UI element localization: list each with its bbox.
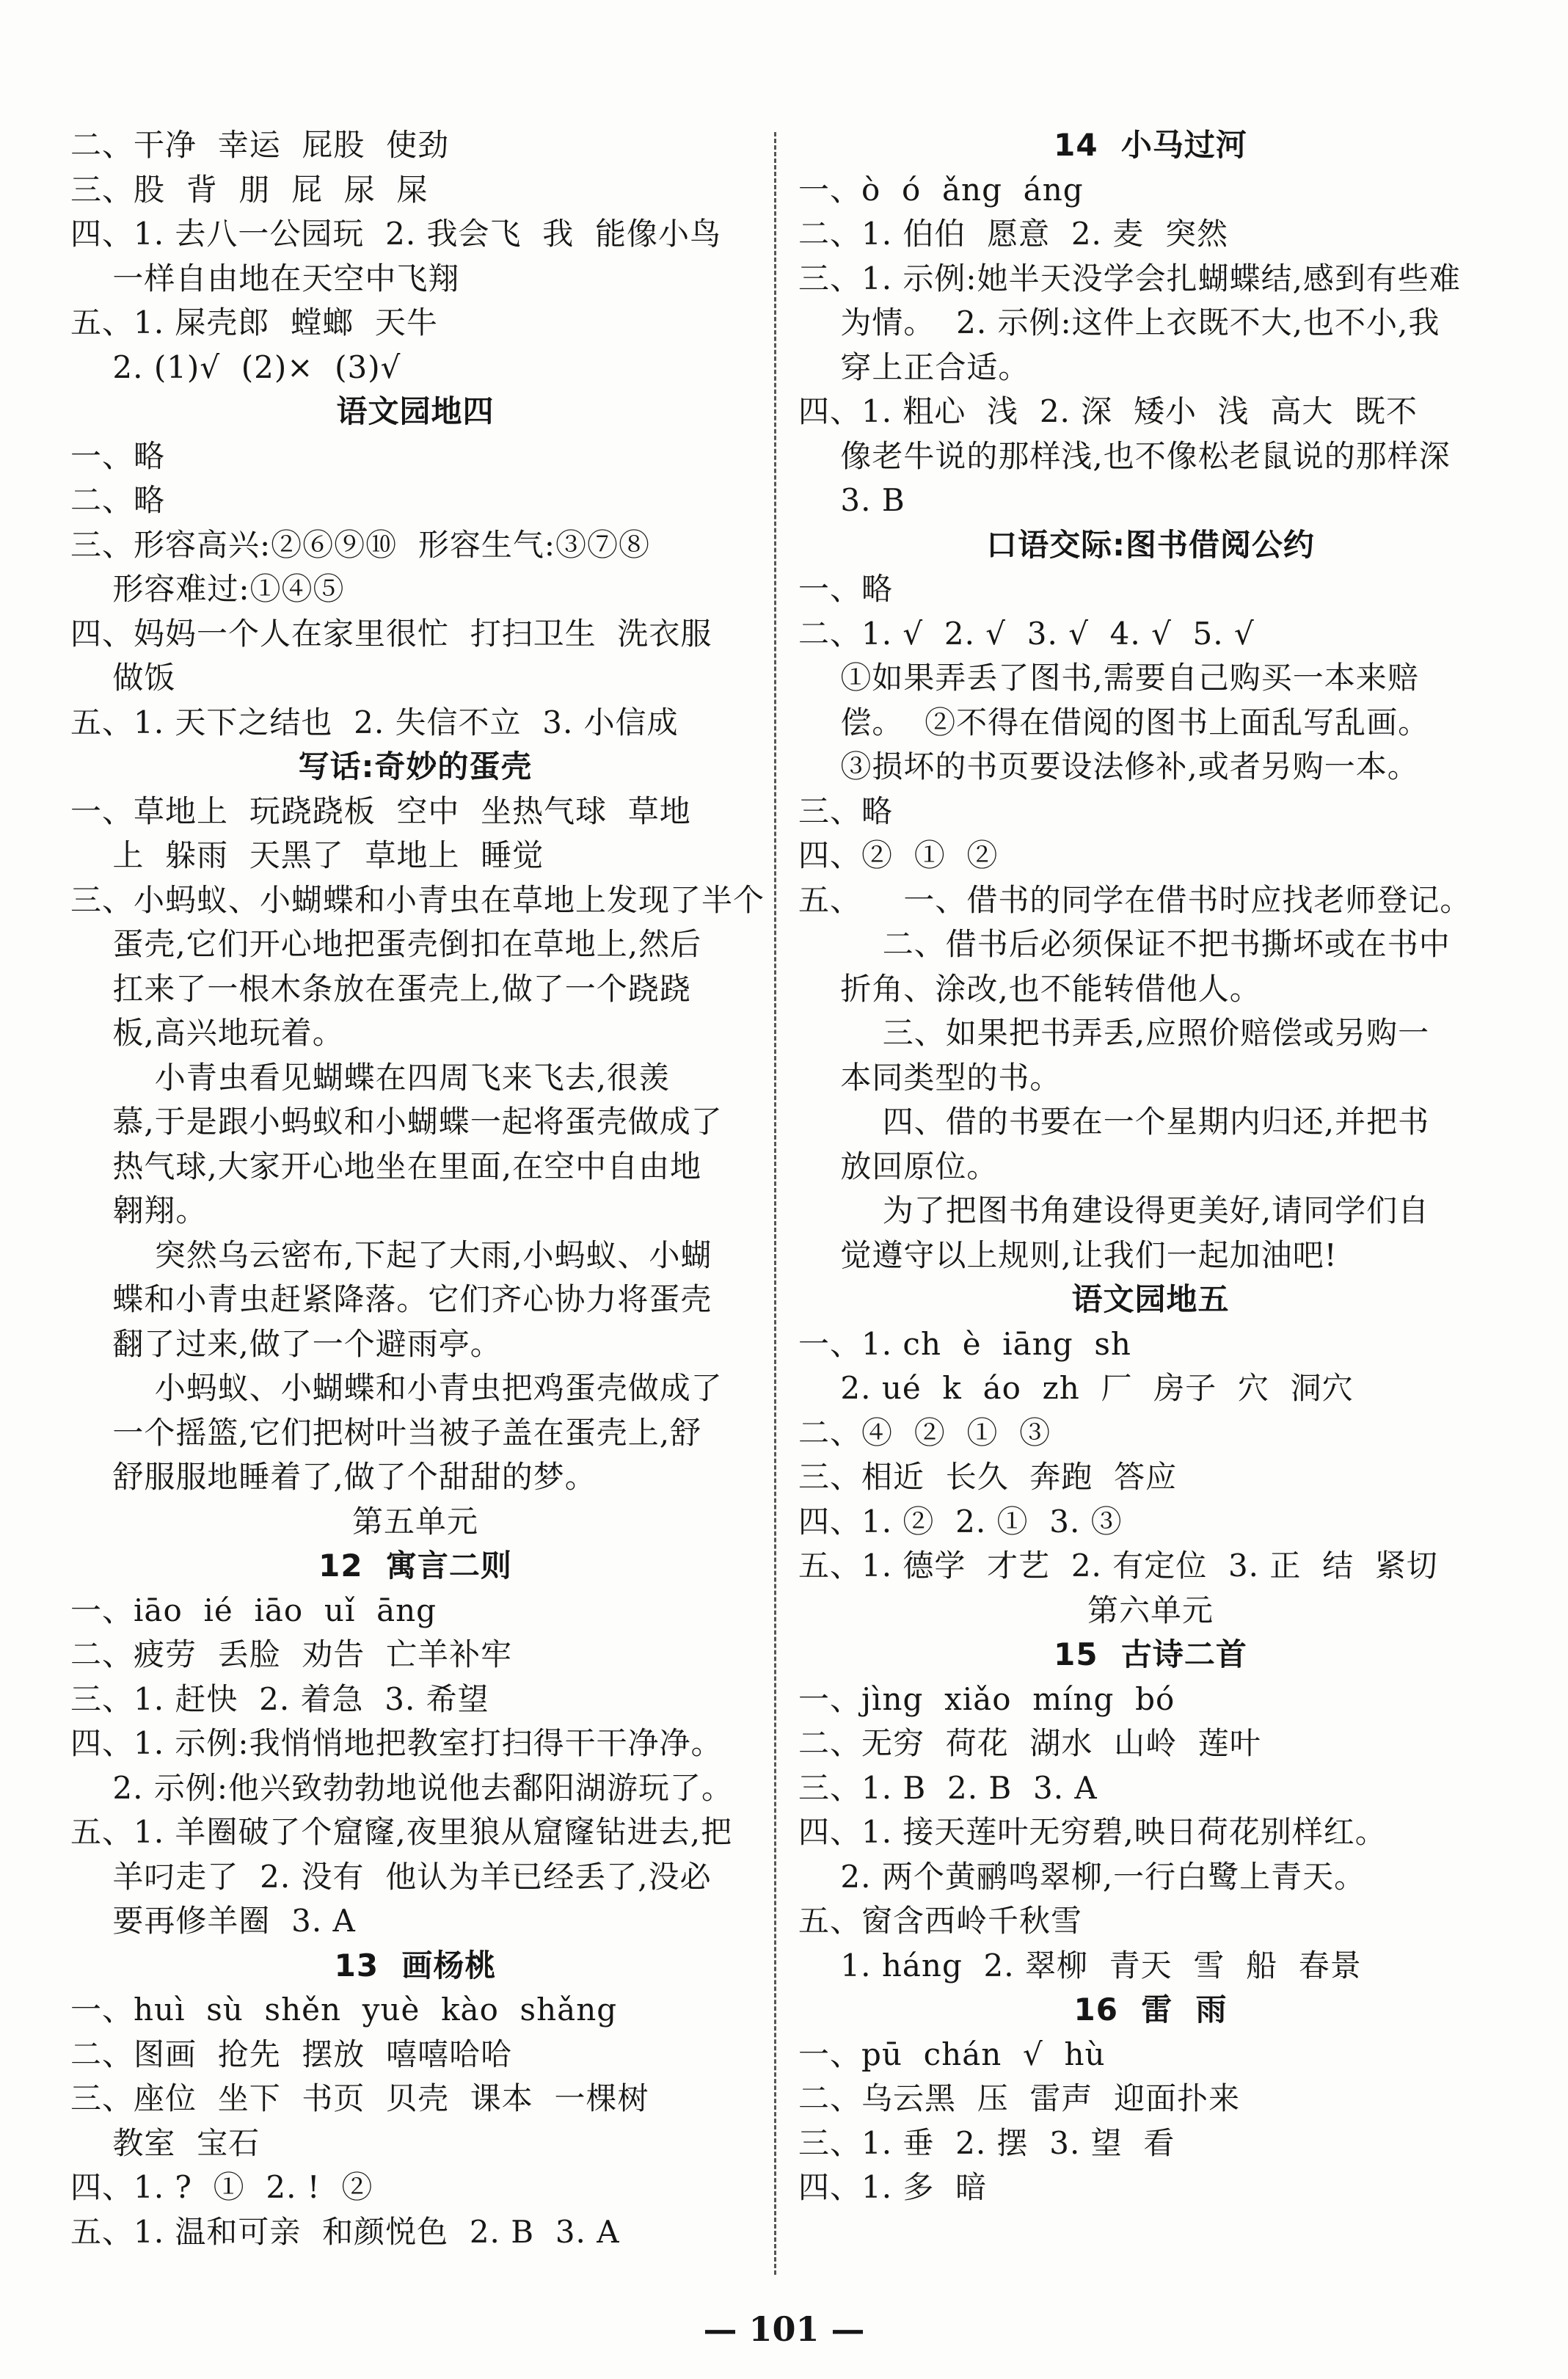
section-title: 语文园地四 <box>336 393 495 429</box>
answer-line: 偿。 ②不得在借阅的图书上面乱写乱画。 <box>798 704 1430 740</box>
answer-line: 五、1. 温和可亲 和颜悦色 2. B 3. A <box>70 2213 620 2250</box>
answer-line: 四、② ① ② <box>798 837 999 873</box>
answer-line: 三、1. 示例:她半天没学会扎蝴蝶结,感到有些难 <box>798 260 1461 296</box>
answer-line: 一、略 <box>70 437 166 474</box>
answer-line: 四、1. ? ① 2. ! ② <box>70 2169 373 2205</box>
answer-line: 三、1. B 2. B 3. A <box>798 1769 1098 1806</box>
answer-line: 四、1. 多 暗 <box>798 2169 988 2205</box>
answer-line: ③损坏的书页要设法修补,或者另购一本。 <box>798 748 1419 784</box>
answer-line: 觉遵守以上规则,让我们一起加油吧! <box>798 1236 1338 1273</box>
answer-line: 教室 宝石 <box>70 2124 260 2161</box>
answer-line: 一个摇篮,它们把树叶当被子盖在蛋壳上,舒 <box>70 1414 702 1451</box>
answer-line: 二、略 <box>70 482 166 518</box>
right-column <box>798 123 1503 2210</box>
answer-line: 四、1. 接天莲叶无穷碧,映日荷花别样红。 <box>798 1814 1387 1850</box>
answer-line: 三、如果把书弄丢,应照价赔偿或另购一 <box>798 1015 1430 1051</box>
answer-line: 三、形容高兴:②⑥⑨⑩ 形容生气:③⑦⑧ <box>70 526 651 563</box>
answer-line: 2. ué k áo zh 厂 房子 穴 洞穴 <box>798 1370 1354 1406</box>
answer-line: 二、④ ② ① ③ <box>798 1414 1051 1451</box>
answer-line: 五、 一、借书的同学在借书时应找老师登记。 <box>798 881 1472 918</box>
answer-line: 四、借的书要在一个星期内归还,并把书 <box>798 1104 1430 1140</box>
answer-line: 要再修羊圈 3. A <box>70 1903 356 1939</box>
answer-line: 五、1. 德学 才艺 2. 有定位 3. 正 结 紧切 <box>798 1548 1438 1584</box>
answer-line: 二、乌云黑 压 雷声 迎面扑来 <box>798 2080 1241 2116</box>
answer-line: 1. háng 2. 翠柳 青天 雪 船 春景 <box>798 1947 1362 1983</box>
answer-line: 四、1. 粗心 浅 2. 深 矮小 浅 高大 既不 <box>798 393 1418 429</box>
answer-line: 一、草地上 玩跷跷板 空中 坐热气球 草地 <box>70 793 691 829</box>
answer-line: 热气球,大家开心地坐在里面,在空中自由地 <box>70 1148 702 1184</box>
answer-line: 板,高兴地玩着。 <box>70 1015 344 1051</box>
answer-line: 为情。 2. 示例:这件上衣既不大,也不小,我 <box>798 305 1440 340</box>
answer-line: 一、略 <box>798 571 894 607</box>
answer-line: 三、1. 赶快 2. 着急 3. 希望 <box>70 1680 489 1717</box>
answer-line: 蝶和小青虫赶紧降落。它们齐心协力将蛋壳 <box>70 1281 712 1317</box>
answer-line: 五、1. 天下之结也 2. 失信不立 3. 小信成 <box>70 704 679 740</box>
answer-line: 三、相近 长久 奔跑 答应 <box>798 1459 1178 1495</box>
answer-line: 2. (1)√ (2)× (3)√ <box>70 349 401 385</box>
answer-line: 二、借书后必须保证不把书撕坏或在书中 <box>798 926 1451 962</box>
answer-line: 二、干净 幸运 屁股 使劲 <box>70 127 450 163</box>
unit-heading: 第六单元 <box>1087 1592 1214 1628</box>
answer-line: 羊叼走了 2. 没有 他认为羊已经丢了,没必 <box>70 1858 712 1895</box>
unit-heading: 第五单元 <box>351 1503 478 1540</box>
answer-line: 四、妈妈一个人在家里很忙 打扫卫生 洗衣服 <box>70 615 712 652</box>
answer-line: 三、股 背 朋 屁 尿 屎 <box>70 171 429 208</box>
answer-line: 四、1. 去八一公园玩 2. 我会飞 我 能像小鸟 <box>70 216 721 252</box>
answer-line: 一样自由地在天空中飞翔 <box>70 260 460 296</box>
answer-line: 三、略 <box>798 793 894 829</box>
answer-line: 一、jìng xiǎo míng bó <box>798 1680 1175 1717</box>
answer-line: 为了把图书角建设得更美好,请同学们自 <box>798 1192 1430 1228</box>
left-column <box>70 123 765 2254</box>
section-title: 13 画杨桃 <box>334 1947 497 1983</box>
answer-line: 三、小蚂蚁、小蝴蝶和小青虫在草地上发现了半个 <box>70 881 765 918</box>
section-title: 15 古诗二首 <box>1054 1636 1247 1672</box>
section-title: 14 小马过河 <box>1054 127 1247 163</box>
answer-line: 二、无穷 荷花 湖水 山岭 莲叶 <box>798 1725 1261 1761</box>
answer-line: 五、窗含西岭千秋雪 <box>798 1903 1083 1939</box>
answer-line: 2. 两个黄鹂鸣翠柳,一行白鹭上青天。 <box>798 1858 1366 1895</box>
answer-line: 小青虫看见蝴蝶在四周飞来飞去,很羡 <box>70 1059 671 1096</box>
answer-line: 一、ò ó ǎng áng <box>798 171 1084 208</box>
answer-line: 扛来了一根木条放在蛋壳上,做了一个跷跷 <box>70 970 691 1007</box>
answer-line: 2. 示例:他兴致勃勃地说他去鄱阳湖游玩了。 <box>70 1769 733 1806</box>
answer-line: 穿上正合适。 <box>798 349 1030 385</box>
answer-line: 放回原位。 <box>798 1148 999 1184</box>
answer-line: 蛋壳,它们开心地把蛋壳倒扣在草地上,然后 <box>70 926 702 962</box>
answer-line: 慕,于是跟小蚂蚁和小蝴蝶一起将蛋壳做成了 <box>70 1104 723 1140</box>
answer-line: 小蚂蚁、小蝴蝶和小青虫把鸡蛋壳做成了 <box>70 1370 723 1406</box>
answer-line: 舒服服地睡着了,做了个甜甜的梦。 <box>70 1459 597 1495</box>
answer-line: 五、1. 羊圈破了个窟窿,夜里狼从窟窿钻进去,把 <box>70 1814 733 1850</box>
answer-line: 像老牛说的那样浅,也不像松老鼠说的那样深 <box>798 437 1451 474</box>
answer-line: 二、疲劳 丢脸 劝告 亡羊补牢 <box>70 1636 513 1672</box>
answer-line: 一、iāo ié iāo uǐ āng <box>70 1592 437 1628</box>
answer-line: 突然乌云密布,下起了大雨,小蚂蚁、小蝴 <box>70 1236 712 1273</box>
section-title: 12 寓言二则 <box>318 1548 512 1584</box>
answer-line: 二、1. √ 2. √ 3. √ 4. √ 5. √ <box>798 615 1255 652</box>
answer-line: 上 躲雨 天黑了 草地上 睡觉 <box>70 837 544 873</box>
section-title: 16 雷 雨 <box>1073 1992 1228 2028</box>
answer-line: 四、1. ② 2. ① 3. ③ <box>798 1503 1123 1540</box>
answer-line: 四、1. 示例:我悄悄地把教室打扫得干干净净。 <box>70 1725 723 1761</box>
answer-line: 折角、涂改,也不能转借他人。 <box>798 970 1261 1007</box>
page-number: — 101 — <box>703 2309 865 2349</box>
section-title: 口语交际:图书借阅公约 <box>986 526 1315 563</box>
answer-line: 二、1. 伯伯 愿意 2. 麦 突然 <box>798 216 1228 252</box>
answer-line: 三、1. 垂 2. 摆 3. 望 看 <box>798 2124 1175 2161</box>
answer-line: 3. B <box>798 482 905 518</box>
column-divider <box>774 132 776 2275</box>
answer-line: 一、huì sù shěn yuè kào shǎng <box>70 1992 618 2028</box>
answer-line: 翻了过来,做了一个避雨亭。 <box>70 1325 502 1362</box>
answer-line: 三、座位 坐下 书页 贝壳 课本 一棵树 <box>70 2080 649 2116</box>
answer-line: 五、1. 屎壳郎 螳螂 天牛 <box>70 305 438 340</box>
answer-line: 翱翔。 <box>70 1192 208 1228</box>
answer-line: 二、图画 抢先 摆放 嘻嘻哈哈 <box>70 2036 513 2072</box>
answer-line: 做饭 <box>70 660 176 696</box>
answer-line: 形容难过:①④⑤ <box>70 571 345 607</box>
answer-line: 一、1. ch è iāng sh <box>798 1325 1131 1362</box>
answer-line: ①如果弄丢了图书,需要自己购买一本来赔 <box>798 660 1419 696</box>
section-title: 语文园地五 <box>1071 1281 1230 1317</box>
answer-line: 一、pū chán √ hù <box>798 2036 1106 2072</box>
answer-line: 本同类型的书。 <box>798 1059 1062 1096</box>
section-title: 写话:奇妙的蛋壳 <box>298 748 533 784</box>
